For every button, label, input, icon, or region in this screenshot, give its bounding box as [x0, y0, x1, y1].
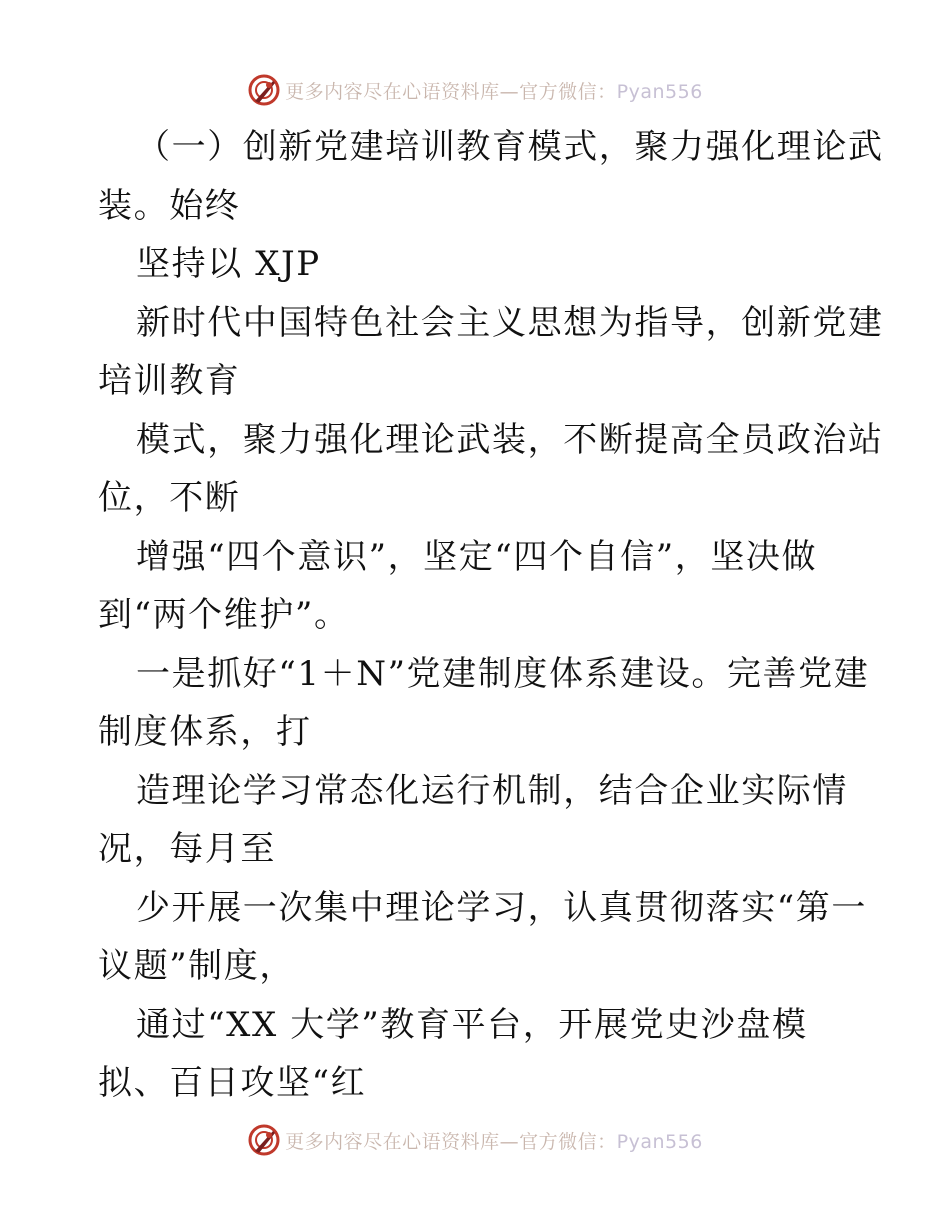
text-line: 装。始终 [98, 185, 241, 226]
text-line: （一）创新党建培训教育模式，聚力强化理论武 [136, 127, 884, 167]
document-body [98, 118, 884, 1113]
text-line: 通过“XX 大学”教育平台，开展党史沙盘模 [136, 1004, 808, 1045]
text-line: 制度体系，打 [98, 712, 312, 752]
quill-logo-icon [247, 1123, 281, 1157]
watermark-text-cn: 更多内容尽在心语资料库—官方微信： [285, 1130, 617, 1153]
text-line: 到“两个维护”。 [98, 595, 350, 635]
text-line: 位，不断 [98, 478, 241, 518]
text-line: 增强“四个意识”，坚定“四个自信”，坚决做 [136, 536, 818, 577]
text-line: 少开展一次集中理论学习，认真贯彻落实“第一 [136, 887, 867, 928]
text-line: 造理论学习常态化运行机制，结合企业实际情 [136, 770, 848, 811]
footer-watermark [0, 1120, 950, 1160]
text-line: 况，每月至 [98, 829, 276, 869]
text-line: 新时代中国特色社会主义思想为指导，创新党建 [136, 302, 884, 343]
text-line: 拟、百日攻坚“红 [98, 1063, 367, 1103]
text-line: 模式，聚力强化理论武装，不断提高全员政治站 [136, 419, 884, 460]
text-line: 议题”制度， [98, 946, 295, 986]
header-watermark [0, 70, 950, 110]
text-line: 培训教育 [98, 361, 241, 401]
watermark-text-cn: 更多内容尽在心语资料库—官方微信： [285, 80, 617, 103]
watermark-text-en: Pyan556 [616, 1130, 703, 1153]
quill-logo-icon [247, 73, 281, 107]
text-line: 坚持以 XJP [136, 244, 321, 284]
watermark-text-en: Pyan556 [616, 80, 703, 103]
text-line: 一是抓好“1＋N”党建制度体系建设。完善党建 [136, 653, 870, 694]
watermark-text [285, 77, 703, 104]
watermark-text [285, 1127, 703, 1154]
